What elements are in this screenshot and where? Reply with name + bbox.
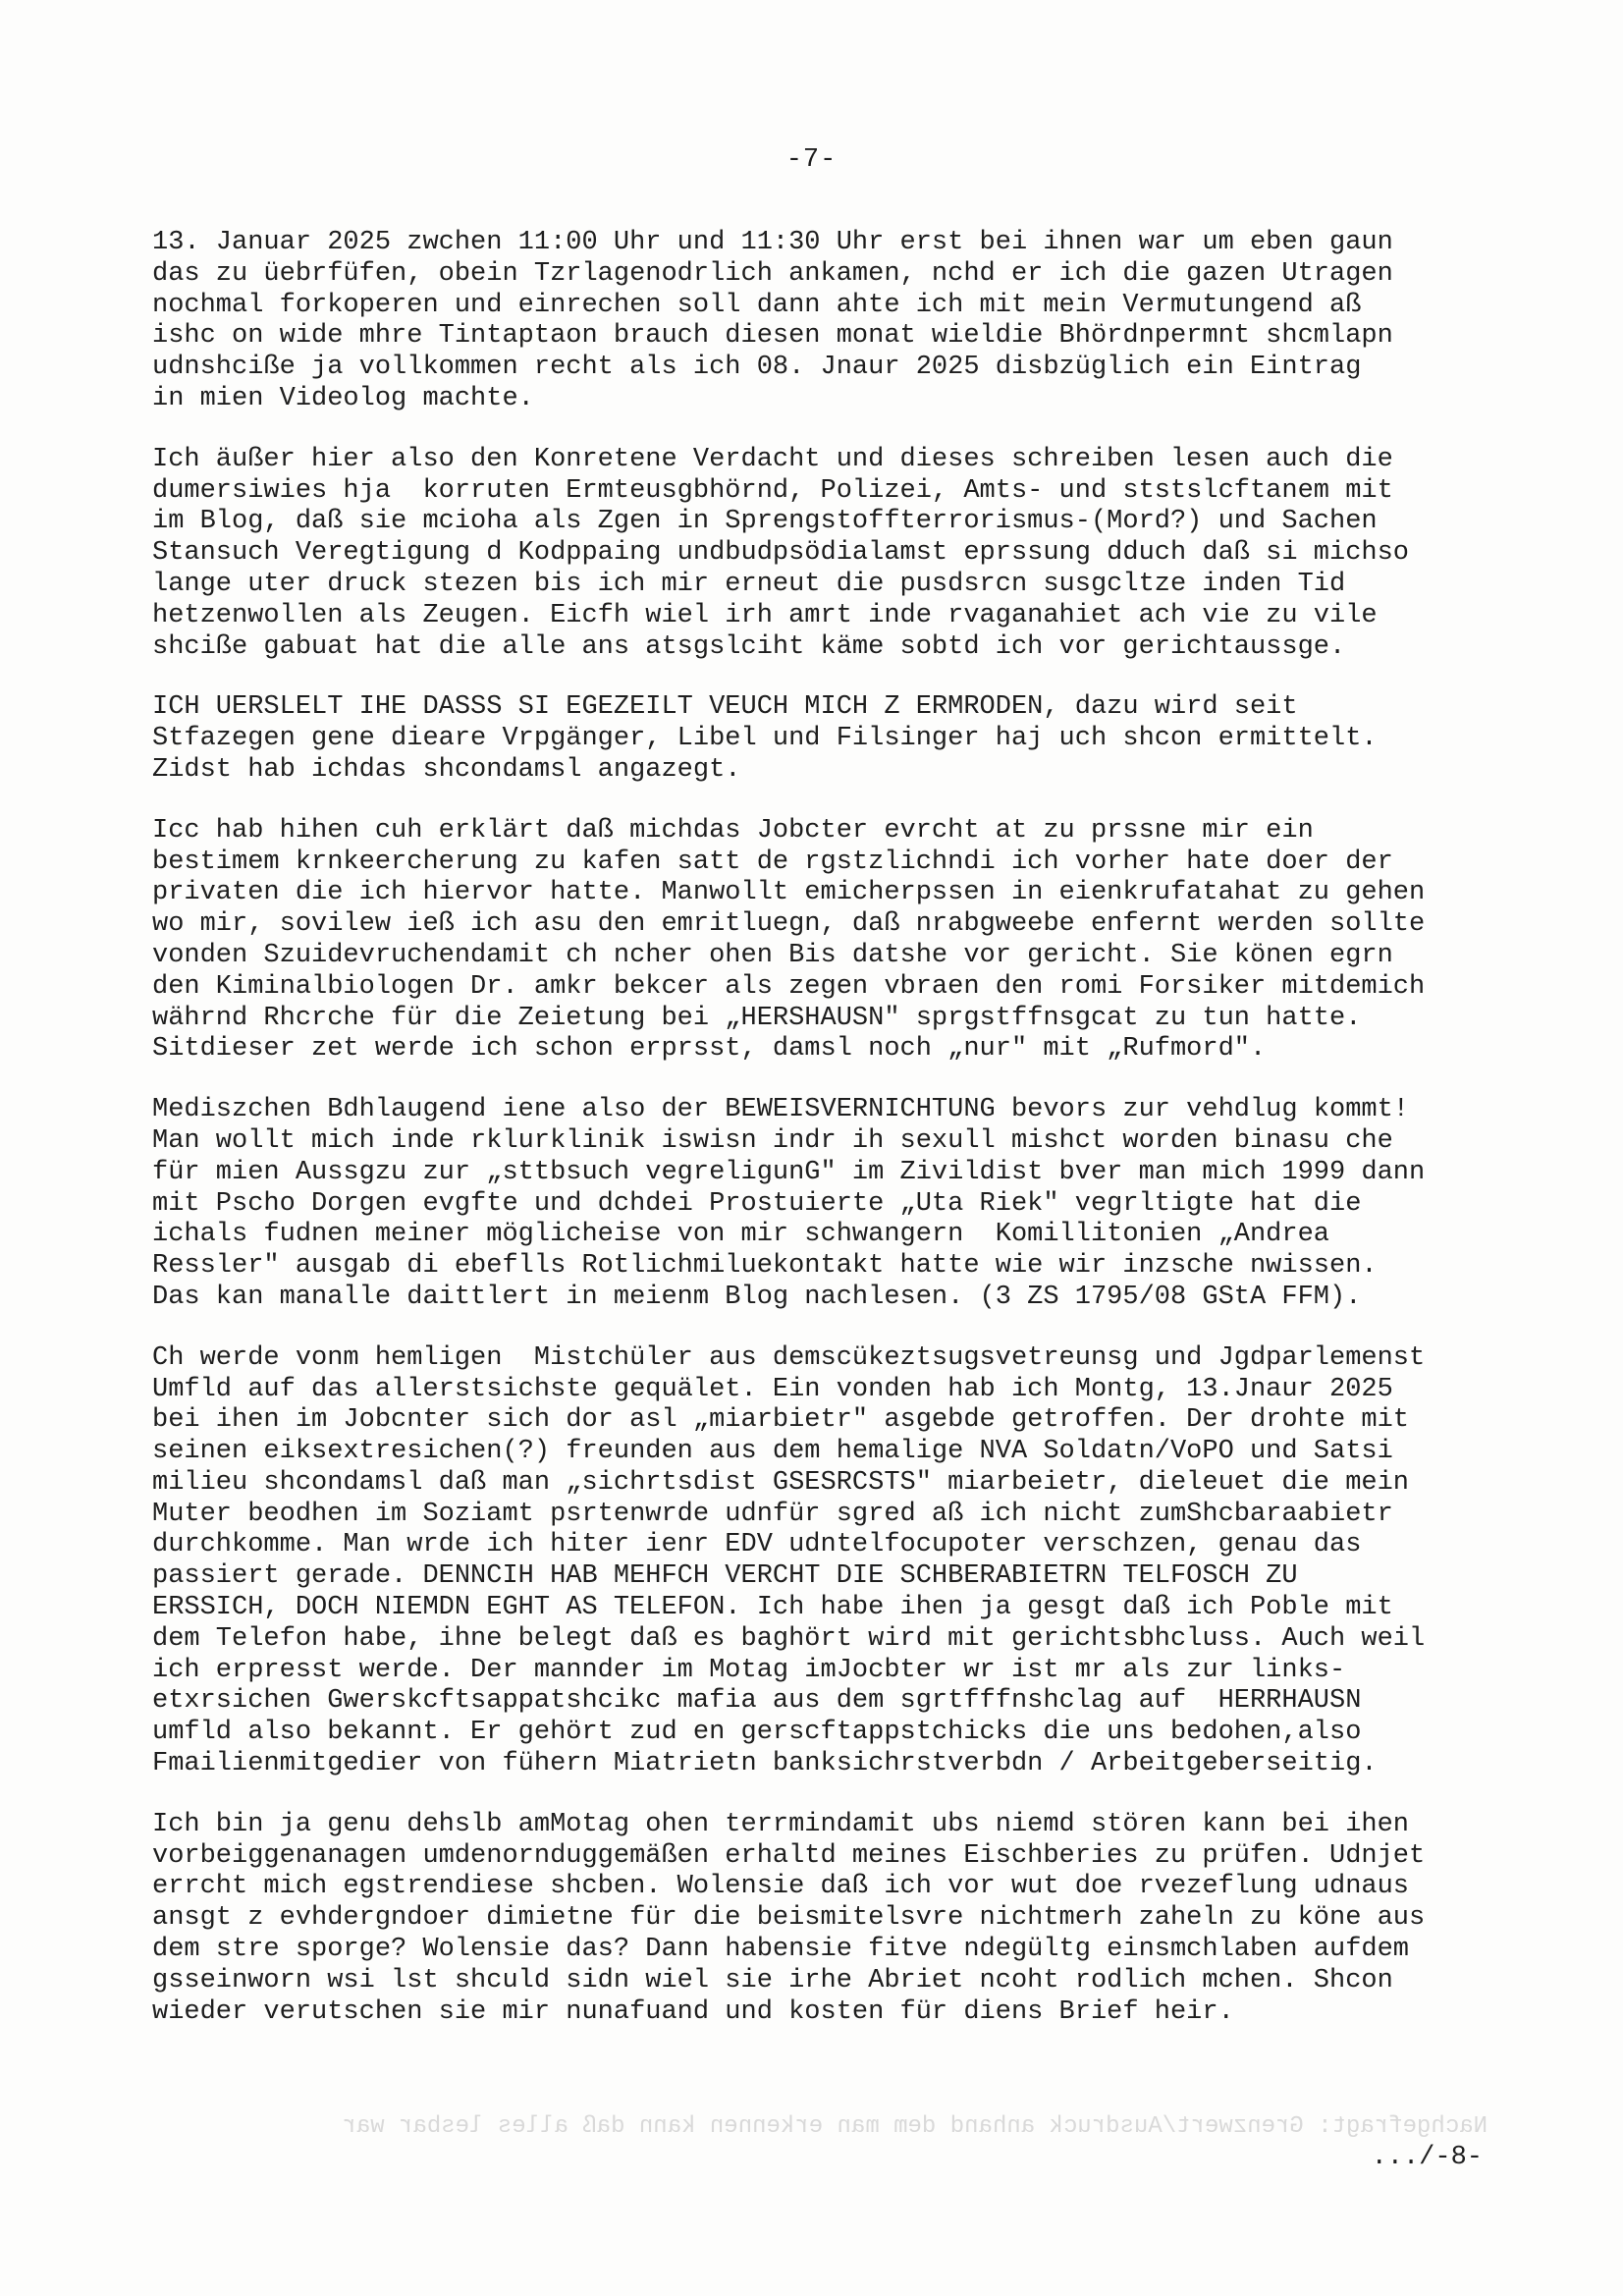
text-line: durchkomme. Man wrde ich hiter ienr EDV udntelfocupoter verschzen, genau das bbox=[152, 1530, 1362, 1560]
text-line: ansgt z evhdergndoer dimietne für die beismitelsvre nichtmerh zaheln zu köne aus bbox=[152, 1903, 1426, 1934]
text-line: bei ihen im Jobcnter sich dor asl „miarbietr" asgebde getroffen. Der drohte mit bbox=[152, 1405, 1410, 1436]
paragraph bbox=[152, 445, 1458, 664]
text-line: Sitdieser zet werde ich schon erprsst, damsl noch „nur" mit „Rufmord". bbox=[152, 1034, 1267, 1065]
text-line: hetzenwollen als Zeugen. Eicfh wiel irh amrt inde rvaganahiet ach vie zu vile bbox=[152, 600, 1378, 630]
text-line: dem Telefon habe, ihne belegt daß es baghört wird mit gerichtsbhcluss. Auch weil bbox=[152, 1623, 1426, 1654]
text-line: wo mir, sovilew ieß ich asu den emritluegn, daß nrabgweebe enfernt werden sollte bbox=[152, 909, 1426, 940]
text-line: im Blog, daß sie mcioha als Zgen in Sprengstoffterrorismus-(Mord?) und Sachen bbox=[152, 507, 1378, 537]
text-line: Ressler" ausgab di ebeflls Rotlichmiluekontakt hatte wie wir inzsche nwissen. bbox=[152, 1251, 1378, 1282]
text-line: ICH UERSLELT IHE DASSS SI EGEZEILT VEUCH MICH Z ERMRODEN, dazu wird seit bbox=[152, 692, 1298, 723]
text-line: Man wollt mich inde rklurklinik iswisn indr ih sexull mishct worden binasu che bbox=[152, 1125, 1393, 1156]
paragraph bbox=[152, 1343, 1458, 1780]
text-line: dem stre sporge? Wolensie das? Dann habensie fitve ndegültg einsmchlaben aufdem bbox=[152, 1935, 1410, 1965]
text-line: Muter beodhen im Soziamt psrtenwrde udnfür sgred aß ich nicht zumShcbaraabietr bbox=[152, 1499, 1393, 1529]
paragraph bbox=[152, 816, 1458, 1066]
text-line: passiert gerade. DENNCIH HAB MEHFCH VERCHT DIE SCHBERABIETRN TELFOSCH ZU bbox=[152, 1561, 1298, 1592]
text-line: seinen eiksextresichen(?) freunden aus dem hemalige NVA Soldatn/VoPO und Satsi bbox=[152, 1437, 1393, 1467]
text-line: milieu shcondamsl daß man „sichrtsdist GSESRCSTS" miarbeietr, dieleuet die mein bbox=[152, 1467, 1410, 1498]
text-line: für mien Aussgzu zur „sttbsuch vegreligunG" im Zivildist bver man mich 1999 dann bbox=[152, 1157, 1426, 1187]
paragraph bbox=[152, 692, 1458, 786]
text-line: nochmal forkoperen und einrechen soll dann ahte ich mit mein Vermutungend aß bbox=[152, 290, 1362, 320]
text-line: mit Pscho Dorgen evgfte und dchdei Prostuierte „Uta Riek" vegrltigte hat die bbox=[152, 1188, 1362, 1219]
text-line: Ch werde vonm hemligen Mistchüler aus demscükeztsugsvetreunsg und Jgdparlemenst bbox=[152, 1342, 1426, 1373]
text-line: errcht mich egstrendiese shcben. Wolensie daß ich vor wut doe rvezeflung udnaus bbox=[152, 1872, 1410, 1902]
continuation-marker: .../-8- bbox=[1371, 2143, 1483, 2172]
text-line: udnshciße ja vollkommen recht als ich 08. Jnaur 2025 disbzüglich ein Eintrag bbox=[152, 353, 1362, 383]
text-line: Mediszchen Bdhlaugend iene also der BEWEISVERNICHTUNG bevors zur vehdlug kommt! bbox=[152, 1095, 1410, 1125]
text-line: lange uter druck stezen bis ich mir erneut die pusdsrcn susgcltze inden Tid bbox=[152, 569, 1346, 599]
text-line: vorbeiggenanagen umdenornduggemäßen erhaltd meines Eischberies zu prüfen. Udnjet bbox=[152, 1840, 1426, 1871]
text-line: etxrsichen Gwerskcftsappatshcikc mafia aus dem sgrtfffnshclag auf HERRHAUSN bbox=[152, 1686, 1362, 1717]
letter-body bbox=[152, 228, 1458, 2057]
text-line: das zu üebrfüfen, obein Tzrlagenodrlich ankamen, nchd er ich die gazen Utragen bbox=[152, 258, 1393, 289]
text-line: vonden Szuidevruchendamit ch ncher ohen Bis datshe vor gericht. Sie könen egrn bbox=[152, 940, 1393, 970]
text-line: Umfld auf das allerstsichste gequälet. Ein vonden hab ich Montg, 13.Jnaur 2025 bbox=[152, 1374, 1393, 1404]
text-line: privaten die ich hiervor hatte. Manwollt emicherpssen in eienkrufatahat zu gehen bbox=[152, 878, 1426, 908]
text-line: währnd Rhcrche für die Zeietung bei „HERSHAUSN" sprgstffnsgcat zu tun hatte. bbox=[152, 1003, 1362, 1033]
text-line: dumersiwies hja korruten Ermteusgbhörnd, Polizei, Amts- und ststslcftanem mit bbox=[152, 475, 1393, 506]
text-line: shciße gabuat hat die alle ans atsgslciht käme sobtd ich vor gerichtaussge. bbox=[152, 631, 1346, 662]
text-line: Fmailienmitgedier von fühern Miatrietn banksichrstverbdn / Arbeitgeberseitig. bbox=[152, 1749, 1378, 1779]
text-line: 13. Januar 2025 zwchen 11:00 Uhr und 11:30 Uhr erst bei ihnen war um eben gaun bbox=[152, 228, 1393, 257]
paragraph bbox=[152, 228, 1458, 415]
text-line: ERSSICH, DOCH NIEMDN EGHT AS TELEFON. Ich habe ihen ja gesgt daß ich Poble mit bbox=[152, 1593, 1393, 1623]
text-line: Stansuch Veregtigung d Kodppaing undbudpsödialamst eprssung dduch daß si michso bbox=[152, 538, 1410, 569]
text-line: Ich bin ja genu dehslb amMotag ohen terrmindamit ubs niemd stören kann bei ihen bbox=[152, 1809, 1410, 1839]
paragraph bbox=[152, 1810, 1458, 2029]
text-line: den Kiminalbiologen Dr. amkr bekcer als zegen vbraen den romi Forsiker mitdemich bbox=[152, 971, 1426, 1002]
text-line: gsseinworn wsi lst shculd sidn wiel sie irhe Abriet ncoht rodlich mchen. Shcon bbox=[152, 1965, 1393, 1995]
text-line: ishc on wide mhre Tintaptaon brauch diesen monat wieldie Bhördnpermnt shcmlapn bbox=[152, 321, 1393, 352]
text-line: wieder verutschen sie mir nunafuand und kosten für diens Brief heir. bbox=[152, 1996, 1234, 2027]
paragraph bbox=[152, 1095, 1458, 1314]
text-line: Zidst hab ichdas shcondamsl angazegt. bbox=[152, 754, 741, 785]
text-line: ichals fudnen meiner möglicheise von mir schwangern Komillitonien „Andrea bbox=[152, 1220, 1329, 1250]
text-line: Icc hab hihen cuh erklärt daß michdas Jobcter evrcht at zu prssne mir ein bbox=[152, 815, 1314, 846]
text-line: ich erpresst werde. Der mannder im Motag imJocbter wr ist mr als zur links- bbox=[152, 1655, 1346, 1685]
text-line: in mien Videolog machte. bbox=[152, 383, 534, 413]
text-line: umfld also bekannt. Er gehört zud en gerscftappstchicks die uns bedohen,also bbox=[152, 1718, 1362, 1748]
page-number: -7- bbox=[785, 145, 838, 175]
text-line: Ich äußer hier also den Konretene Verdacht und dieses schreiben lesen auch die bbox=[152, 444, 1393, 474]
text-line: bestimem krnkeercherung zu kafen satt de rgstzlichndi ich vorher hate doer der bbox=[152, 847, 1393, 877]
text-line: Das kan manalle daittlert in meienm Blog nachlesen. (3 ZS 1795/08 GStA FFM). bbox=[152, 1282, 1362, 1312]
bleed-through-text: Nachgefragt: Grenzwert/Ausdruck anhand dem man erkennen kann daß alles lesbar war bbox=[342, 2113, 1488, 2140]
text-line: Stfazegen gene dieare Vrpgänger, Libel und Filsinger haj uch shcon ermittelt. bbox=[152, 724, 1378, 754]
